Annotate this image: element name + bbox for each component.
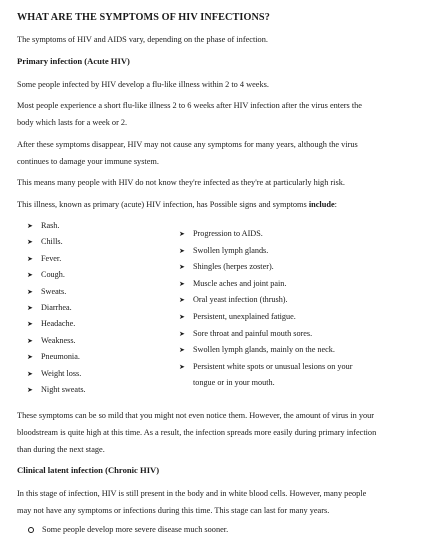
list-item	[27, 267, 86, 283]
list-item	[179, 342, 352, 359]
arrow-bullet-icon: ➤	[179, 230, 185, 238]
list-item	[27, 251, 86, 267]
list-item	[179, 309, 352, 326]
list-item	[27, 218, 86, 234]
symptom-list-right	[179, 226, 352, 392]
sub-bullet-item: Some people develop more severe disease much sooner.	[28, 521, 418, 538]
page-title: WHAT ARE THE SYMPTOMS OF HIV INFECTIONS?	[17, 12, 270, 23]
list-item-text: Sweats.	[41, 286, 67, 296]
list-item-text: Swollen lymph glands.	[193, 245, 269, 255]
list-item	[27, 234, 86, 250]
list-item-text: Sore throat and painful mouth sores.	[193, 328, 313, 338]
list-item	[27, 300, 86, 316]
list-item	[179, 243, 352, 260]
symptom-list-left	[27, 218, 86, 398]
arrow-bullet-icon: ➤	[27, 222, 33, 230]
arrow-bullet-icon: ➤	[27, 369, 33, 378]
list-item	[27, 333, 86, 349]
arrow-bullet-icon: ➤	[27, 238, 33, 247]
paragraph-symptoms-disappear: After these symptoms disappear, HIV may not cause any symptoms for many years, although the virus continues to damage your immune system.	[17, 140, 358, 166]
list-item	[27, 349, 86, 365]
arrow-bullet-icon: ➤	[27, 271, 33, 280]
list-item-text: Chills.	[41, 237, 63, 247]
arrow-bullet-icon: ➤	[27, 386, 33, 395]
paragraph-short-illness: Most people experience a short flu-like illness 2 to 6 weeks after HIV infection after the virus enters the body which lasts for a week or 2.	[17, 101, 362, 127]
arrow-bullet-icon: ➤	[179, 362, 185, 371]
list-item-text: Fever.	[41, 253, 62, 263]
list-item	[179, 259, 352, 276]
arrow-bullet-icon: ➤	[27, 320, 33, 329]
arrow-bullet-icon: ➤	[27, 287, 33, 296]
list-item-text: Shingles (herpes zoster).	[193, 262, 274, 272]
arrow-bullet-icon: ➤	[179, 346, 185, 355]
list-item	[27, 284, 86, 300]
paragraph-flu-like: Some people infected by HIV develop a flu-like illness within 2 to 4 weeks.	[17, 80, 269, 89]
list-item-text: Pneumonia.	[41, 352, 80, 362]
paragraph-mild-symptoms: These symptoms can be so mild that you might not even notice them. However, the amount of virus in your bloodstream is quite high at this time. As a result, the infection spreads more easily during primary infection than during the next stage.	[17, 411, 377, 454]
list-item-text: Muscle aches and joint pain.	[193, 278, 287, 288]
list-item-text: Weight loss.	[41, 368, 82, 378]
list-item-text: Weakness.	[41, 335, 76, 345]
list-item-continuation: tongue or in your mouth.	[193, 378, 275, 388]
list-item-text: Rash.	[41, 221, 60, 230]
arrow-bullet-icon: ➤	[27, 304, 33, 313]
arrow-bullet-icon: ➤	[179, 246, 185, 255]
paragraph-high-risk: This means many people with HIV do not know they're infected as they're at particularly high risk.	[17, 178, 345, 187]
list-item-text: Persistent, unexplained fatigue.	[193, 311, 296, 321]
list-item	[179, 326, 352, 343]
symptom-columns	[27, 218, 407, 402]
list-item	[27, 382, 86, 398]
list-item	[179, 226, 352, 243]
arrow-bullet-icon: ➤	[179, 296, 185, 305]
arrow-bullet-icon: ➤	[27, 254, 33, 263]
paragraph-latent-stage: In this stage of infection, HIV is still present in the body and in white blood cells. However, many people may not have any symptoms or infections during this time. This stage can last for many years.	[17, 489, 367, 515]
paragraph-signs-intro: This illness, known as primary (acute) HIV infection, has Possible signs and symptoms include:	[17, 200, 337, 209]
list-item-text: Swollen lymph glands, mainly on the neck.	[193, 345, 335, 355]
list-item	[179, 292, 352, 309]
arrow-bullet-icon: ➤	[27, 353, 33, 362]
intro-paragraph: The symptoms of HIV and AIDS vary, depending on the phase of infection.	[17, 35, 268, 44]
list-item	[179, 276, 352, 293]
list-item-text: Persistent white spots or unusual lesions on your	[193, 361, 353, 371]
arrow-bullet-icon: ➤	[179, 263, 185, 272]
section-heading-primary-infection: Primary infection (Acute HIV)	[17, 56, 130, 66]
list-item	[27, 366, 86, 382]
list-item-text: Headache.	[41, 319, 76, 329]
section-heading-chronic-hiv: Clinical latent infection (Chronic HIV)	[17, 465, 160, 475]
arrow-bullet-icon: ➤	[179, 329, 185, 338]
list-item-text: Diarrhea.	[41, 303, 72, 313]
list-item-text: Cough.	[41, 270, 65, 280]
list-item	[179, 359, 352, 376]
list-item-text: Progression to AIDS.	[193, 229, 263, 238]
arrow-bullet-icon: ➤	[179, 279, 185, 288]
list-item-text: Night sweats.	[41, 385, 86, 395]
list-item	[27, 316, 86, 332]
list-item-text: Oral yeast infection (thrush).	[193, 295, 288, 305]
arrow-bullet-icon: ➤	[27, 336, 33, 345]
arrow-bullet-icon: ➤	[179, 312, 185, 321]
circle-bullet-icon	[28, 527, 34, 533]
